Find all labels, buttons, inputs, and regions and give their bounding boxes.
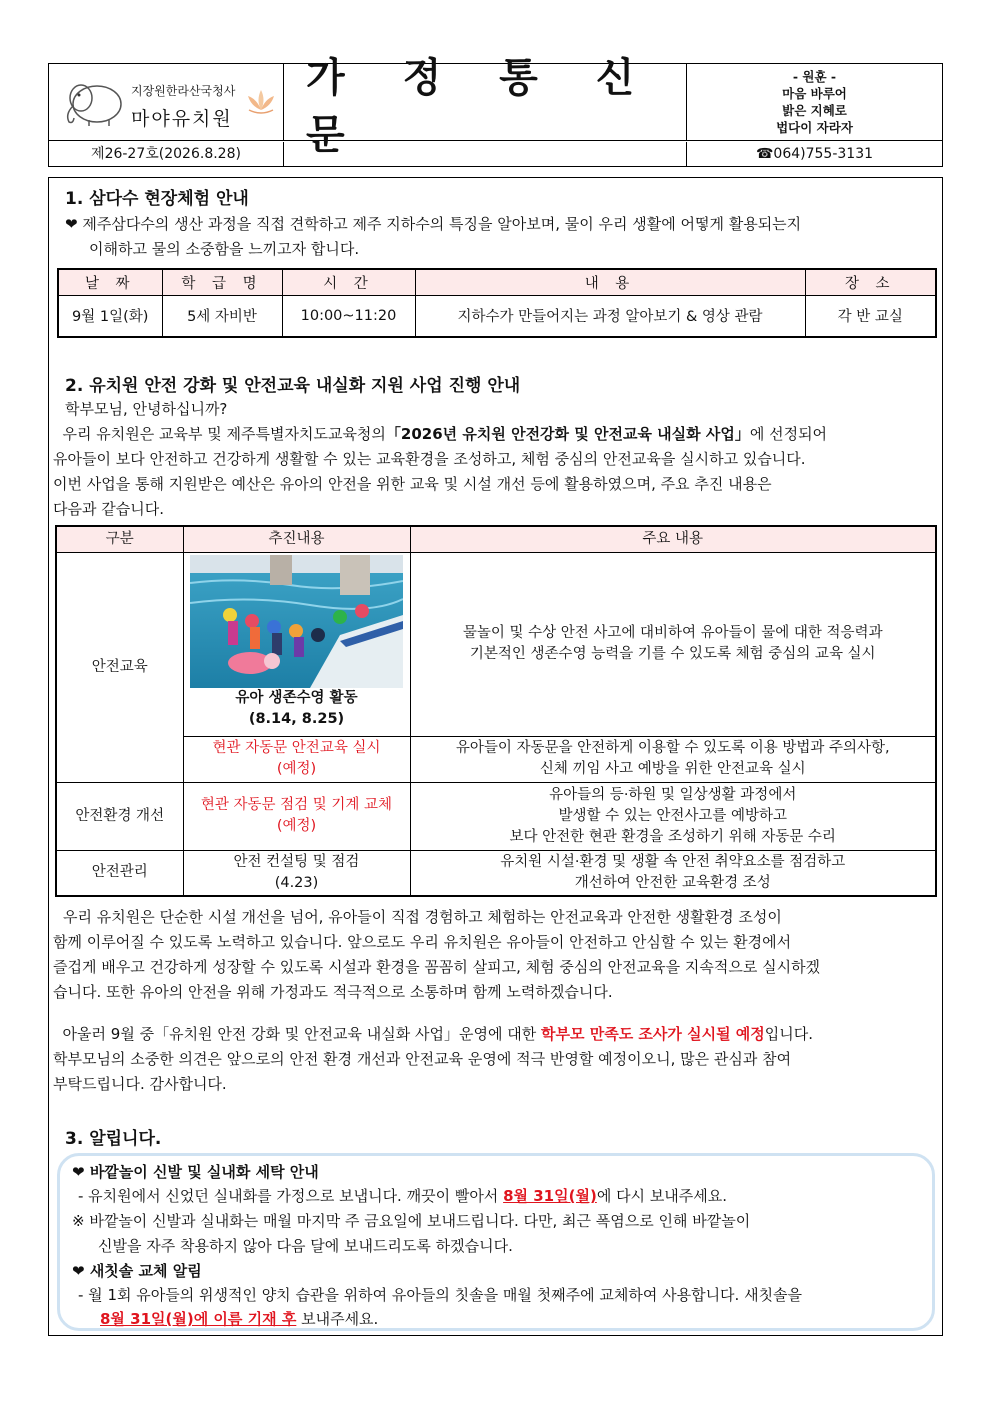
section2-heading: 2. 유치원 안전 강화 및 안전교육 내실화 지원 사업 진행 안내 — [65, 376, 521, 396]
notice-item2-line1: - 월 1회 유아들의 위생적인 양치 습관을 위하여 유아들의 칫솔을 매월 첫째주에 교체하여 사용합니다. 새칫솔을 — [78, 1286, 803, 1304]
col-class: 학 급 명 — [162, 269, 282, 295]
cell-content: 지하수가 만들어지는 과정 알아보기 & 영상 관람 — [415, 295, 805, 337]
details-line: 신체 끼임 사고 예방을 위한 안전교육 실시 — [539, 761, 806, 777]
survey-highlight: 학부모 만족도 조사가 실시될 예정 — [541, 1025, 765, 1043]
program-door-education — [183, 736, 410, 782]
deadline-date: 8월 31일(월) — [503, 1187, 597, 1205]
col-category: 구분 — [56, 526, 183, 552]
survey-post: 입니다. — [764, 1025, 814, 1043]
notice-item1-line1: - 유치원에서 신었던 실내화를 가정으로 보냅니다. 깨끗이 빨아서 8월 31일(월)에 다시 보내주세요. — [78, 1187, 728, 1205]
deadline-date: 8월 31일(월)에 이름 기재 후 — [100, 1310, 297, 1328]
header-bottom-row — [49, 142, 942, 167]
section1-heading: 1. 삼다수 현장체험 안내 — [65, 189, 249, 209]
cell-class: 5세 자비반 — [162, 295, 282, 337]
category-environment: 안전환경 개선 — [56, 782, 183, 850]
program-date: (4.23) — [274, 874, 319, 891]
page-title: 가 정 통 신 문 — [306, 54, 657, 158]
swimming-photo — [190, 555, 403, 688]
issue-number: 제26-27호(2026.8.28) — [49, 142, 284, 167]
section3-heading: 3. 알립니다. — [65, 1129, 162, 1149]
elephant-icon — [59, 78, 129, 128]
table-row — [56, 552, 936, 736]
program-survival-swimming — [183, 552, 410, 736]
program-date: (8.14, 8.25) — [248, 710, 345, 727]
motto-line: 밝은 지혜로 — [782, 103, 847, 118]
intro-post: 에 선정되어 — [749, 425, 828, 443]
header-spacer — [284, 142, 687, 167]
col-date: 날 짜 — [58, 269, 162, 295]
details-cell — [410, 782, 936, 850]
intro-line1 — [53, 422, 941, 447]
notice-item1-line2: ※ 바깥놀이 신발과 실내화는 매월 마지막 주 금요일에 보내드립니다. 다만, 최근 폭염으로 인해 바깥놀이 — [72, 1212, 751, 1230]
table-row — [56, 782, 936, 850]
intro-line2: 유아들이 보다 안전하고 건강하게 생활할 수 있는 교육환경을 조성하고, 체험 중심의 안전교육을 실시하고 있습니다. — [53, 450, 806, 468]
col-place: 장 소 — [805, 269, 936, 295]
program-status: (예정) — [276, 818, 317, 834]
closing-line: 습니다. 또한 유아의 안전을 위해 가정과도 적극적으로 소통하며 함께 노력하겠습니다. — [53, 983, 613, 1001]
details-cell — [410, 552, 936, 736]
survey-line3: 부탁드립니다. 감사합니다. — [53, 1075, 227, 1093]
category-management: 안전관리 — [56, 850, 183, 896]
title-cell — [284, 54, 687, 158]
table-row — [56, 850, 936, 896]
col-details: 주요 내용 — [410, 526, 936, 552]
motto-line: 마음 바루어 — [782, 86, 847, 101]
notice-item2-line2: 8월 31일(월)에 이름 기재 후 보내주세요. — [100, 1310, 379, 1328]
phone-number: ☎064)755-3131 — [755, 146, 874, 162]
notice-item2-title: ❤ 새칫솔 교체 알림 — [72, 1262, 202, 1280]
program-name: 현관 자동문 점검 및 기계 교체 — [200, 797, 393, 813]
notice-box — [57, 1153, 935, 1331]
section1-text — [65, 212, 935, 237]
table-row — [56, 736, 936, 782]
motto-line: 법다이 자라자 — [776, 120, 853, 135]
table-row — [58, 295, 936, 337]
survey-pre: 아울러 9월 중「유치원 안전 강화 및 안전교육 내실화 사업」운영에 대한 — [62, 1025, 537, 1043]
details-cell — [410, 850, 936, 896]
program-name: 현관 자동문 안전교육 실시 — [212, 740, 381, 756]
notice-item1-title: ❤ 바깥놀이 신발 및 실내화 세탁 안내 — [72, 1163, 319, 1181]
greeting: 학부모님, 안녕하십니까? — [65, 400, 228, 418]
heart-icon: ❤ — [72, 1163, 85, 1181]
field-trip-table — [57, 268, 937, 338]
school-subtitle: 지장원한라산국청사 — [131, 84, 236, 98]
details-line: 유아들이 자동문을 안전하게 이용할 수 있도록 이용 방법과 주의사항, — [455, 740, 890, 756]
cell-date: 9월 1일(화) — [58, 295, 162, 337]
heart-icon: ❤ — [65, 215, 78, 233]
closing-line: 즐겁게 배우고 건강하게 성장할 수 있도록 시설과 환경을 꼼꼼히 살피고, 체험 중심의 안전교육을 지속적으로 실시하겠 — [53, 958, 821, 976]
col-content: 내 용 — [415, 269, 805, 295]
cell-time: 10:00~11:20 — [282, 295, 415, 337]
intro-line3: 이번 사업을 통해 지원받은 예산은 유아의 안전을 위한 교육 및 시설 개선 등에 활용하였으며, 주요 추진 내용은 — [53, 475, 772, 493]
closing-paragraph — [53, 905, 941, 930]
details-line: 물놀이 및 수상 안전 사고에 대비하여 유아들이 물에 대한 적응력과 — [462, 625, 883, 641]
details-line: 발생할 수 있는 안전사고를 예방하고 — [558, 807, 788, 824]
notice-item1-line3: 신발을 자주 착용하지 않아 다음 달에 보내드리도록 하겠습니다. — [98, 1237, 513, 1255]
details-line: 개선하여 안전한 교육환경 조성 — [574, 874, 771, 891]
survey-line2: 학부모님의 소중한 의견은 앞으로의 안전 환경 개선과 안전교육 운영에 적극 반영할 예정이오니, 많은 관심과 참여 — [53, 1050, 792, 1068]
details-line: 보다 안전한 현관 환경을 조성하기 위해 자동문 수리 — [509, 828, 836, 845]
details-line: 유아들의 등·하원 및 일상생활 과정에서 — [549, 786, 797, 803]
cell-place: 각 반 교실 — [805, 295, 936, 337]
section1-line2: 이해하고 물의 소중함을 느끼고자 합니다. — [89, 240, 360, 258]
details-line: 기본적인 생존수영 능력을 기를 수 있도록 체험 중심의 교육 실시 — [469, 646, 876, 662]
motto-title: - 원훈 - — [792, 69, 837, 84]
project-name: 「2026년 유치원 안전강화 및 안전교육 내실화 사업」 — [385, 425, 750, 443]
category-safety-education: 안전교육 — [56, 552, 183, 782]
details-cell — [410, 736, 936, 782]
program-name: 안전 컨설팅 및 점검 — [233, 853, 360, 870]
section1-line1: 제주삼다수의 생산 과정을 직접 견학하고 제주 지하수의 특징을 알아보며, 물이 우리 생활에 어떻게 활용되는지 — [82, 215, 802, 233]
survey-line1 — [53, 1022, 941, 1047]
details-line: 유치원 시설·환경 및 생활 속 안전 취약요소를 점검하고 — [500, 853, 846, 870]
program-name: 유아 생존수영 활동 — [235, 689, 358, 706]
school-name: 마야유치원 — [131, 108, 233, 130]
closing-line: 우리 유치원은 단순한 시설 개선을 넘어, 유아들이 직접 경험하고 체험하는 안전교육과 안전한 생활환경 조성이 — [63, 908, 782, 926]
heart-icon: ❤ — [72, 1262, 85, 1280]
program-status: (예정) — [276, 761, 317, 777]
school-logo-cell — [49, 64, 284, 141]
table-header-row — [56, 526, 936, 552]
closing-line: 함께 이루어질 수 있도록 노력하고 있습니다. 앞으로도 우리 유치원은 유아들이 안전하고 안심할 수 있는 환경에서 — [53, 933, 792, 951]
newsletter-header — [48, 54, 943, 167]
safety-program-table — [55, 525, 937, 897]
col-time: 시 간 — [282, 269, 415, 295]
program-door-repair — [183, 782, 410, 850]
col-program: 추진내용 — [183, 526, 410, 552]
program-consulting — [183, 850, 410, 896]
table-header-row — [58, 269, 936, 295]
motto-cell — [687, 64, 942, 141]
lotus-icon — [245, 86, 277, 114]
intro-pre: 우리 유치원은 교육부 및 제주특별자치도교육청의 — [62, 425, 386, 443]
newsletter-body — [48, 177, 943, 1336]
intro-line4: 다음과 같습니다. — [53, 500, 164, 518]
